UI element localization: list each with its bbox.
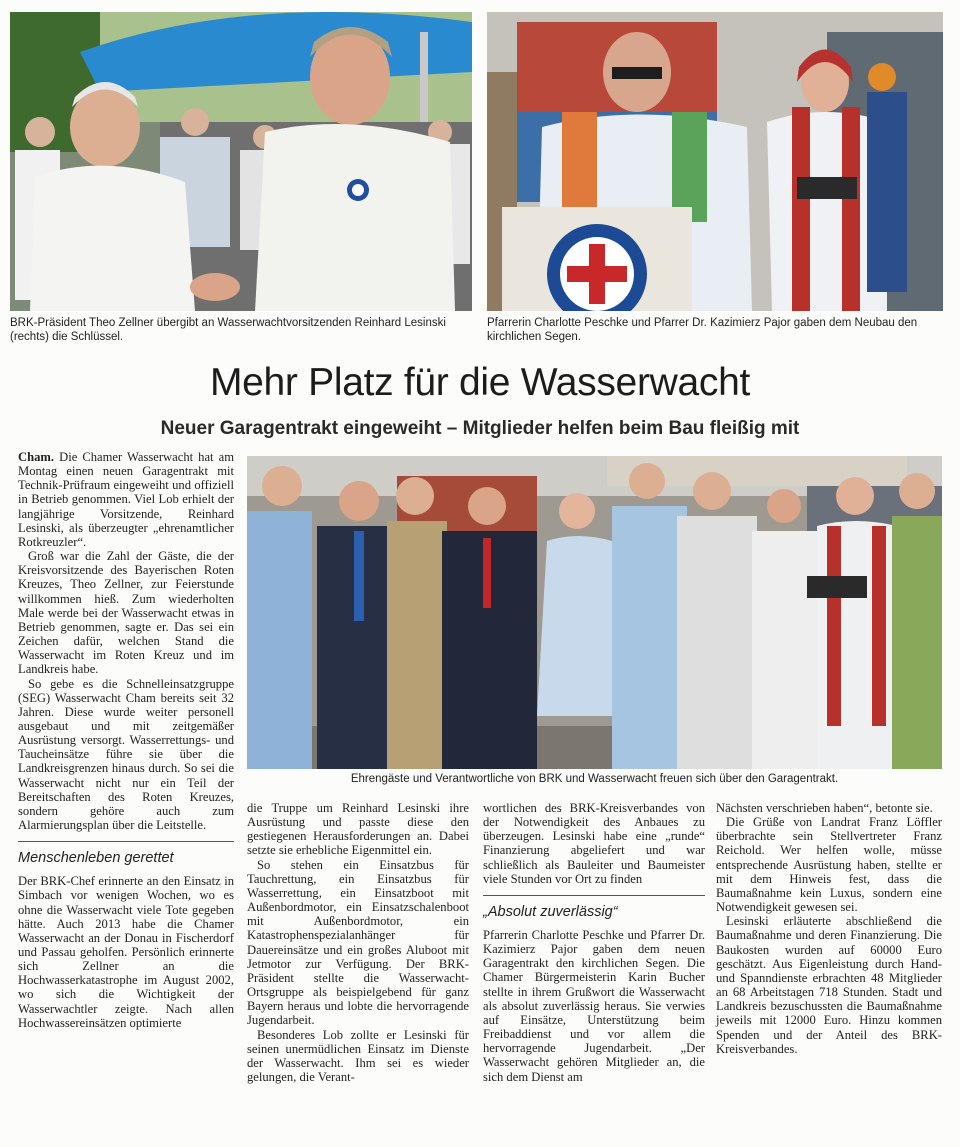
article-column-2	[247, 801, 469, 1084]
paragraph: So gebe es die Schnelleinsatzgruppe (SEG) Wasserwacht Cham bereits seit 32 Jahren. Diese wurde weiter personell ausgebaut und mit zeitgemäßer Ausrüstung versorgt. Wasserrettungs- und Taucheinsätze führe sie über die Landkreisgrenzen hinaus durch. So sei die Wasserwacht nicht nur ein Teil der Bereitschaften des Roten Kreuzes, sondern gehöre auch zum Alarmierungsplan über die Leitstelle.	[18, 676, 234, 833]
article-column-1	[18, 450, 234, 1030]
paragraph: Nächsten verschrieben haben“, betonte sie.	[716, 801, 933, 815]
paragraph: Der BRK-Chef erinnerte an den Einsatz in Simbach vor wenigen Wochen, wo es ohne die Wasserwacht viele Tote gegeben hätte. Auch 2013 habe die Chamer Wasserwacht an der Donau in Fischerdorf und Passau geholfen. Persönlich erinnerte sich Zellner an die Hochwasserkatastrophe im August 2002, wo sich die Wichtigkeit der Wasserwachtler zeigte. Nach allen Hochwassereinsätzen optimierte	[18, 874, 234, 1030]
article-column-4	[716, 801, 942, 1056]
subheading-zuverlaessig: „Absolut zuverlässig“	[483, 895, 705, 921]
headline: Mehr Platz für die Wasserwacht	[209, 361, 751, 404]
paragraph: Lesinski erläuterte abschließend die Baumaßnahme und deren Finanzierung. Die Baukosten wurden auf 60000 Euro geschätzt. Aus Eigenleistung durch Hand- und Spanndienste erbrachten 48 Mitglieder an 68 Arbeitstagen 718 Stunden. Stadt und Landkreis bezuschussten die Baumaßnahme jeweils mit 12000 Euro. Hinzu kommen Spenden und der Anteil des BRK-Kreisverbandes.	[716, 914, 942, 1056]
subheading-menschenleben: Menschenleben gerettet	[18, 841, 234, 867]
article-column-3	[483, 801, 705, 1084]
caption-handover: BRK-Präsident Theo Zellner übergibt an Wasserwachtvorsitzenden Reinhard Lesinski (rechts) die Schlüssel.	[10, 317, 446, 343]
paragraph: die Truppe um Reinhard Lesinski ihre Ausrüstung und passte diese den gestiegenen Herausforderungen an. Dabei setzte sie erhebliche Eigenmittel ein.	[247, 801, 469, 858]
paragraph: So stehen ein Einsatzbus für Tauchrettung, ein Einsatzbus für Wasserrettung, ein Einsatzboot mit Außenbordmotor, ein Einsatzschalenboot mit Außenbordmotor, ein Katastrophenspezialanhänger für Dauereinsätze und ein großes Aluboot mit Jetmotor zur Verfügung. Der BRK-Präsident stellte die Wasserwacht-Ortsgruppe als beispielgebend für ganz Bayern heraus und lobte die hervorragende Jugendarbeit.	[247, 857, 469, 1028]
paragraph: Die Grüße von Landrat Franz Löffler überbrachte sein Stellvertreter Franz Reichold. Wer helfen wolle, müsse entsprechende Ausrüstung haben, stellte er mit dem Hinweis fest, dass die Baumaßnahme kein Luxus, sondern eine Notwendigkeit gewesen sei.	[716, 815, 942, 915]
paragraph: wortlichen des BRK-Kreisverbandes von der Notwendigkeit des Anbaues zu überzeugen. Lesinski habe eine „runde“ Finanzierung abgeliefert und war schließlich als Bauleiter und Baumeister viele Stunden vor Ort zu finden	[483, 801, 705, 886]
paragraph: Cham. Die Chamer Wasserwacht hat am Montag einen neuen Garagentrakt mit Technik-Prüfraum eingeweiht und offiziell in Betrieb genommen. Viel Lob erhielt der langjährige Vorsitzende, Reinhard Lesinski, als überzeugter „ehrenamtlicher Rotkreuzler“.	[18, 450, 234, 549]
caption-blessing: Pfarrerin Charlotte Peschke und Pfarrer Dr. Kazimierz Pajor gaben dem Neubau den kirchlichen Segen.	[487, 317, 918, 343]
paragraph: Groß war die Zahl der Gäste, die der Kreisvorsitzende des Bayerischen Roten Kreuzes, Theo Zellner, zur Feierstunde willkommen hieß. Zum wiederholten Male werde bei der Wasserwacht etwas in Betrieb genommen, sagte er. Das sei ein Zeichen dafür, welchen Stand die Wasserwacht im Roten Kreuz und im Landkreis habe.	[18, 549, 234, 677]
photo-handover	[10, 12, 472, 311]
paragraph: Pfarrerin Charlotte Peschke und Pfarrer Dr. Kazimierz Pajor gaben dem neuen Garagentrakt den kirchlichen Segen. Die Chamer Bürgermeisterin Karin Bucher stellte in ihrem Grußwort die Wasserwacht als absolut zuverlässig heraus. Sie verwies auf Einsätze, Unterstützung beim Freibaddienst und vor allem die hervorragende Jugendarbeit. „Der Wasserwacht gehören Mitglieder an, die sich dem Dienst am	[483, 927, 705, 1084]
subheadline: Neuer Garagentrakt eingeweiht – Mitglieder helfen beim Bau fleißig mit	[160, 418, 800, 439]
photo-group	[247, 456, 942, 769]
caption-group: Ehrengäste und Verantwortliche von BRK und Wasserwacht freuen sich über den Garagentrakt.	[350, 773, 839, 785]
dateline: Cham.	[18, 450, 55, 464]
photo-blessing	[487, 12, 943, 311]
paragraph: Besonderes Lob zollte er Lesinski für seinen unermüdlichen Einsatz im Dienste der Wasserwacht. Ihm sei es wieder gelungen, die Verant-	[247, 1027, 469, 1084]
